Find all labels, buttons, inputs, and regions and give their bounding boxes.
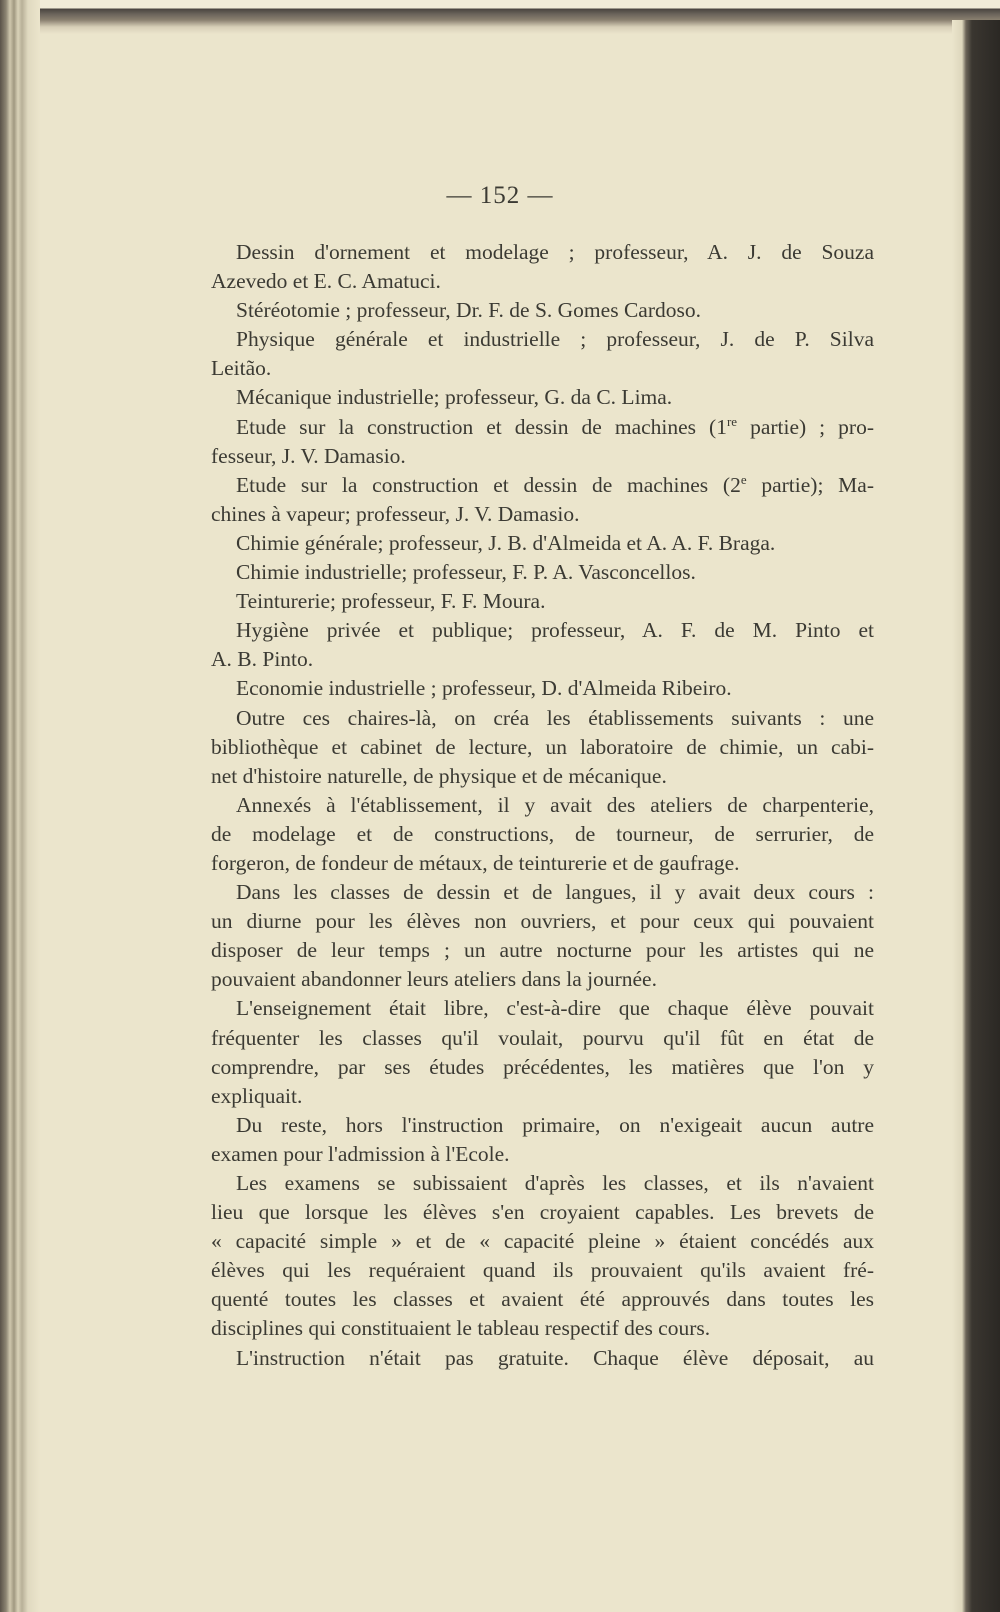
paragraph-line: A. B. Pinto. [211,647,314,672]
paragraph-line: comprendre, par ses études précédentes, les matières que l'on y [211,1054,874,1079]
paragraph-line: Outre ces chaires-là, on créa les établissements suivants : une [236,705,874,730]
book-spine-edge [0,0,40,1612]
paragraph-line: bibliothèque et cabinet de lecture, un laboratoire de chimie, un cabi- [211,734,874,759]
paragraph-line: Economie industrielle ; professeur, D. d'Almeida Ribeiro. [236,676,732,701]
paragraph-line: Chimie générale; professeur, J. B. d'Almeida et A. A. F. Braga. [236,530,776,555]
paragraph-line: Stéréotomie ; professeur, Dr. F. de S. Gomes Cardoso. [236,298,701,323]
paragraph-line: chines à vapeur; professeur, J. V. Damasio. [211,501,580,526]
paragraph-line: Chimie industrielle; professeur, F. P. A. Vasconcellos. [236,560,696,585]
paragraph-line: « capacité simple » et de « capacité pleine » étaient concédés aux [211,1229,874,1254]
paragraph-line: Hygiène privée et publique; professeur, A. F. de M. Pinto et [236,618,874,643]
paragraph-line: pouvaient abandonner leurs ateliers dans la journée. [211,967,657,992]
paragraph-line: Dans les classes de dessin et de langues, il y avait deux cours : [236,880,874,905]
paragraph-line: expliquait. [211,1083,303,1108]
paragraph-line: disciplines qui constituaient le tableau respectif des cours. [211,1316,711,1341]
paragraph-line: fréquenter les classes qu'il voulait, pourvu qu'il fût en état de [211,1025,874,1050]
paragraph-line: Annexés à l'établissement, il y avait des ateliers de charpenterie, [236,792,874,817]
paragraph-line: Teinturerie; professeur, F. F. Moura. [236,589,546,614]
paragraph-line: Physique générale et industrielle ; professeur, J. de P. Silva [236,327,874,352]
paragraph-line: lieu que lorsque les élèves s'en croyaient capables. Les brevets de [211,1200,874,1225]
paragraph-line: Les examens se subissaient d'après les classes, et ils n'avaient [236,1171,874,1195]
paragraph-line: forgeron, de fondeur de métaux, de teinturerie et de gaufrage. [211,850,740,875]
scan-right-edge [952,20,1000,1612]
paragraph-line: un diurne pour les élèves non ouvriers, et pour ceux qui pouvaient [211,909,874,934]
scan-top-edge [0,0,1000,34]
paragraph-line: Etude sur la construction et dessin de machines (1re partie) ; pro- [236,413,874,439]
paragraph-line: de modelage et de constructions, de tourneur, de serrurier, de [211,821,874,846]
paragraph-line: examen pour l'admission à l'Ecole. [211,1141,510,1166]
paragraph-line: quenté toutes les classes et avaient été approuvés dans toutes les [211,1287,874,1312]
paragraph-line: L'enseignement était libre, c'est-à-dire que chaque élève pouvait [236,996,874,1021]
paragraph-line: Du reste, hors l'instruction primaire, on n'exigeait aucun autre [236,1112,874,1137]
paragraph-line: Azevedo et E. C. Amatuci. [211,269,441,294]
paragraph-line: Etude sur la construction et dessin de machines (2e partie); Ma- [236,471,874,497]
paragraph-line: net d'histoire naturelle, de physique et de mécanique. [211,763,667,788]
page-number: — 152 — [446,182,554,209]
paragraph-line: élèves qui les requéraient quand ils prouvaient qu'ils avaient fré- [211,1258,874,1283]
paragraph-line: L'instruction n'était pas gratuite. Chaque élève déposait, au [236,1345,874,1370]
paragraph-line: fesseur, J. V. Damasio. [211,443,406,468]
body-text [211,238,874,1373]
paragraph-line: Dessin d'ornement et modelage ; professeur, A. J. de Souza [236,240,874,264]
paragraph-line: Mécanique industrielle; professeur, G. da C. Lima. [236,385,673,410]
paragraph-line: disposer de leur temps ; un autre nocturne pour les artistes qui ne [211,938,874,963]
paragraph-line: Leitão. [211,356,272,381]
